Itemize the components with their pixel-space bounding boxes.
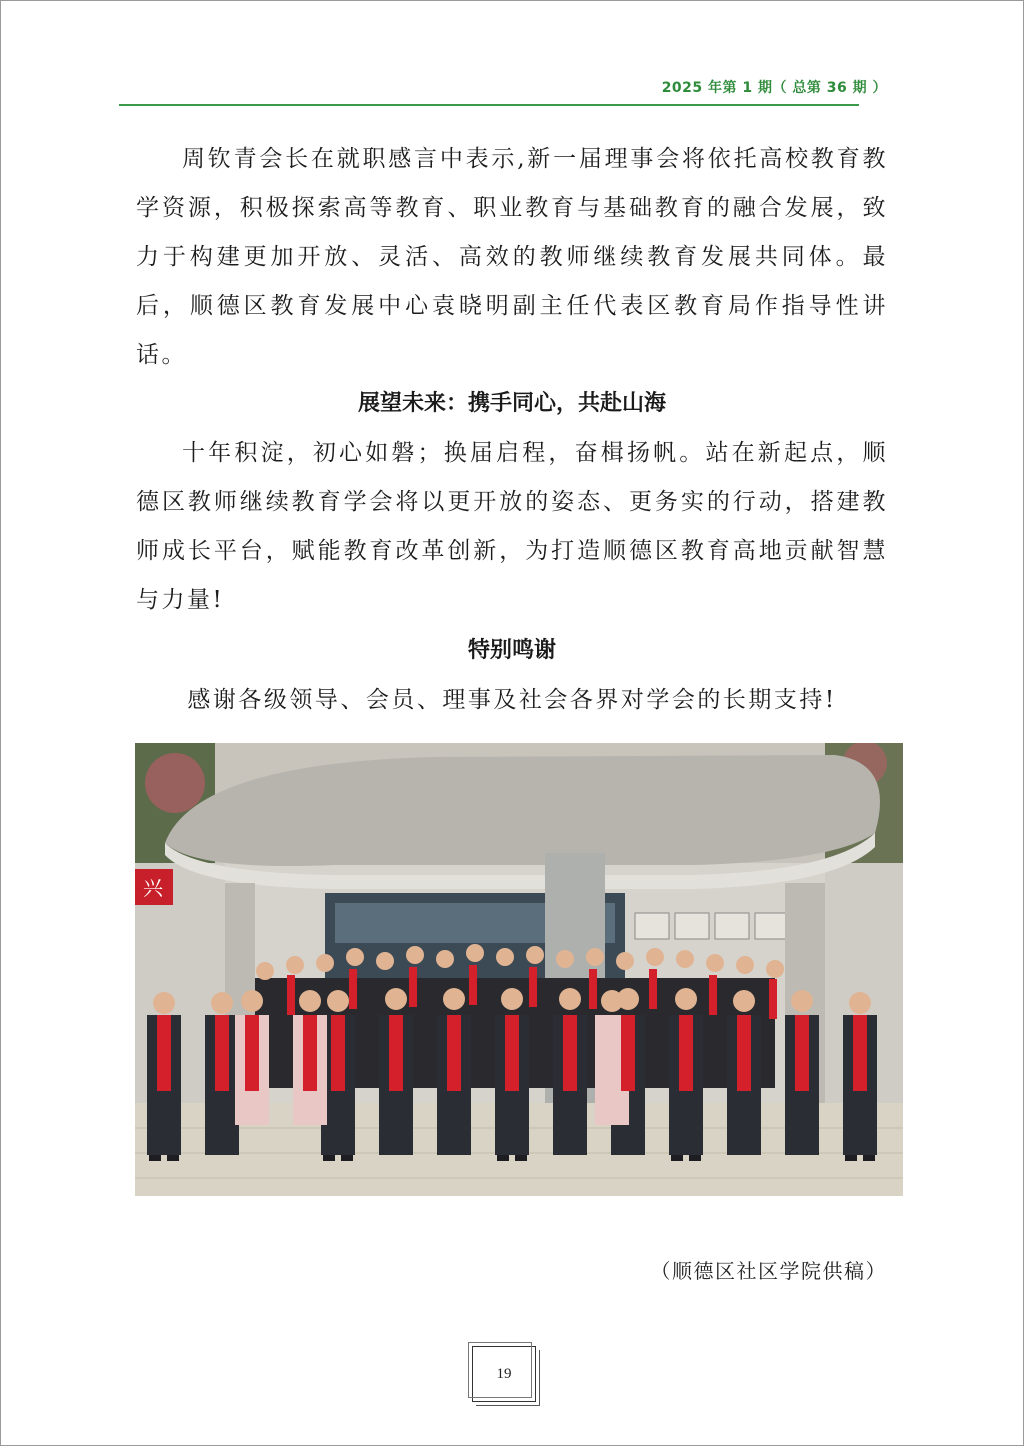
page-number: 19 xyxy=(472,1346,536,1402)
red-sign-text: 兴 xyxy=(143,876,163,900)
header-rule xyxy=(119,104,859,106)
group-photo-illustration xyxy=(135,743,903,1196)
issue-label: 2025 年第 1 期（ 总第 36 期 ） xyxy=(661,80,887,96)
paragraph-outlook: 十年积淀，初心如磐；换届启程，奋楫扬帆。站在新起点，顺德区教师继续教育学会将以更开放的姿态、更务实的行动，搭建教师成长平台，赋能教育改革创新，为打造顺德区教育高地贡献智慧与力量! xyxy=(136,440,888,613)
section-heading-future: 展望未来：携手同心，共赴山海 xyxy=(357,391,666,416)
section-heading-thanks: 特别鸣谢 xyxy=(467,638,556,663)
thanks-text: 感谢各级领导、会员、理事及社会各界对学会的长期支持! xyxy=(187,687,837,713)
group-photo xyxy=(135,743,903,1196)
photo-credit: （顺德区社区学院供稿） xyxy=(650,1259,887,1283)
paragraph-inauguration: 周钦青会长在就职感言中表示,新一届理事会将依托高校教育教学资源，积极探索高等教育、职业教育与基础教育的融合发展，致力于构建更加开放、灵活、高效的教师继续教育发展共同体。最后，顺德区教育发展中心袁晓明副主任代表区教育局作指导性讲话。 xyxy=(136,146,888,368)
